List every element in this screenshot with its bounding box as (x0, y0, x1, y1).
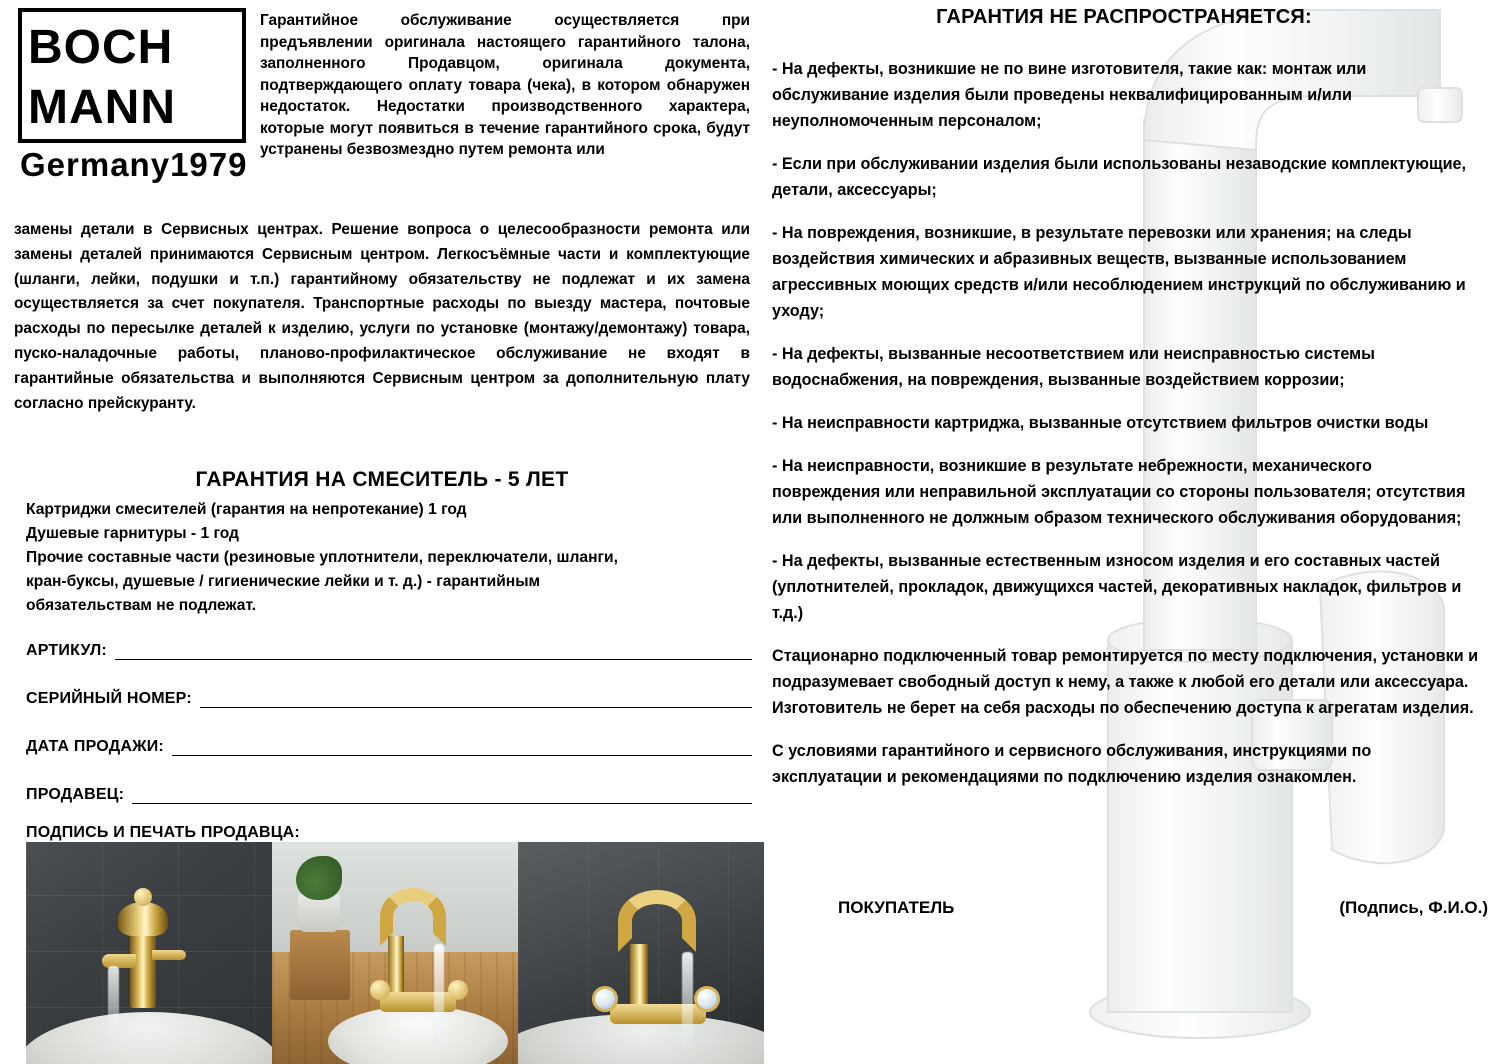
water-stream-shape (108, 966, 119, 1046)
crystal-handle-right (694, 986, 720, 1012)
acknowledgement-note: С условиями гарантийного и сервисного обслуживания, инструкциями по эксплуатации и рекомендациями по подключению изделия ознакомлен. (772, 742, 1372, 786)
exclusions-list (772, 56, 1484, 807)
exclusion-item: - На дефекты, вызванные несоответствием или неисправностью системы водоснабжения, на повреждения, вызванные воздействием коррозии; (772, 345, 1375, 389)
warranty-title: ГАРАНТИЯ НА СМЕСИТЕЛЬ - 5 ЛЕТ (195, 468, 569, 491)
field-sale-date-label: ДАТА ПРОДАЖИ: (26, 738, 164, 755)
faucet-spout-shape (102, 954, 136, 968)
exclusion-item: - На неисправности, возникшие в результате небрежности, механического повреждения или неправильной эксплуатации со стороны пользователя; отсутствия или выполненного не должным образом технического обслуживания оборудования; (772, 457, 1466, 527)
field-article-label: АРТИКУЛ: (26, 642, 107, 659)
faucet-cross-handle-left (370, 980, 390, 1000)
field-article-input[interactable] (115, 641, 752, 660)
plant-leaves-shape (296, 856, 342, 900)
basin-shape (26, 1012, 272, 1064)
faucet-handle-shape (152, 950, 186, 960)
faucet-column-shape (630, 944, 648, 1008)
exclusion-item: - На повреждения, возникшие, в результате перевозки или хранения; на следы воздействия химических и абразивных веществ, вызванные использованием агрессивных моющих средств и/или несоблюдением инструкций по обслуживанию и уходу; (772, 224, 1466, 320)
field-seller[interactable] (26, 778, 752, 804)
exclusion-item: - На неисправности картриджа, вызванные отсутствием фильтров очистки воды (772, 414, 1429, 432)
form-fields (26, 634, 752, 826)
exclusion-item: - На дефекты, вызванные естественным износом изделия и его составных частей (уплотнителей, прокладок, движущихся частей, декоративных накладок, фильтров и т.д.) (772, 552, 1462, 622)
seller-signature-label: ПОДПИСЬ И ПЕЧАТЬ ПРОДАВЦА: (26, 824, 300, 841)
faucet-head-shape (118, 902, 168, 936)
water-stream-shape (434, 944, 444, 1044)
faucet-arc-shape (618, 890, 696, 952)
field-seller-input[interactable] (132, 785, 752, 804)
brand-subtitle: Germany1979 (20, 146, 248, 183)
warranty-term: Душевые гарнитуры - 1 год (26, 525, 239, 542)
brand-logo-line2: MANN (28, 81, 176, 134)
service-access-note: Стационарно подключенный товар ремонтируется по месту подключения, установки и подразумевает свободный доступ к нему, а также к любой его детали или аксессуара. Изготовитель не берет на себя расходы по обеспечению доступа к агрегатам изделия. (772, 647, 1479, 717)
exclusion-item: - На дефекты, возникшие не по вине изготовителя, такие как: монтаж или обслуживание изделия были проведены неквалифицированным и/или неуполномоченным персоналом; (772, 60, 1367, 130)
buyer-label: ПОКУПАТЕЛЬ (838, 898, 955, 917)
faucet-cap-shape (134, 888, 152, 906)
signature-note: (Подпись, Ф.И.О.) (1339, 898, 1488, 917)
exclusion-item: - Если при обслуживании изделия были использованы незаводские комплектующие, детали, аксессуары; (772, 155, 1467, 199)
body-paragraph: замены детали в Сервисных центрах. Решение вопроса о целесообразности ремонта или замены деталей принимаются Сервисным центром. Легкосъёмные части и комплектующие (шланги, лейки, подушки и т.п.) гарантийному обязательству не подлежат и их замена осуществляется за счет покупателя. Транспортные расходы по выезду мастера, почтовые расходы по пересылке деталей к изделию, услуги по установке (монтажу/демонтажу) товара, пуско-наладочные работы, планово-профилактическое обслуживание не входят в гарантийные обязательства и выполняются Сервисным центром за дополнительную плату согласно прейскуранту. (14, 221, 750, 412)
product-photo-3 (518, 842, 764, 1064)
field-serial[interactable] (26, 682, 752, 708)
brand-logo-line1: BOCH (28, 21, 174, 74)
field-seller-label: ПРОДАВЕЦ: (26, 786, 125, 803)
right-column (766, 0, 1490, 1061)
product-photo-strip (26, 842, 766, 1064)
faucet-cross-handle-right (448, 980, 468, 1000)
product-photo-1 (26, 842, 272, 1064)
product-photo-2 (272, 842, 518, 1064)
faucet-column-shape (388, 936, 404, 994)
field-article[interactable] (26, 634, 752, 660)
faucet-base-shape (380, 992, 456, 1012)
buyer-signature-row (838, 898, 1488, 918)
field-sale-date-input[interactable] (172, 737, 752, 756)
field-serial-label: СЕРИЙНЫЙ НОМЕР: (26, 690, 192, 707)
exclusions-title: ГАРАНТИЯ НЕ РАСПРОСТРАНЯЕТСЯ: (936, 6, 1312, 28)
faucet-body-shape (130, 930, 156, 1008)
brand-logo (18, 8, 246, 143)
stool-shape (290, 930, 350, 1000)
left-column (12, 6, 752, 1055)
field-sale-date[interactable] (26, 730, 752, 756)
field-serial-input[interactable] (200, 689, 752, 708)
warranty-term: Прочие составные части (резиновые уплотнители, переключатели, шланги, (26, 549, 618, 566)
crystal-handle-left (592, 986, 618, 1012)
warranty-term: обязательствам не подлежат. (26, 597, 257, 614)
water-stream-shape (682, 952, 693, 1048)
intro-paragraph: Гарантийное обслуживание осуществляется при предъявлении оригинала настоящего гарантийного талона, заполненного Продавцом, оригинала документа, подтверждающего оплату товара (чека), в котором обнаружен недостаток. Недостатки производственного характера, которые могут появиться в течение гарантийного срока, будут устранены безвозмездно путем ремонта или (260, 12, 750, 158)
warranty-term: Картриджи смесителей (гарантия на непротекание) 1 год (26, 501, 467, 518)
warranty-term: кран-буксы, душевые / гигиенические лейки и т. д.) - гарантийным (26, 573, 541, 590)
warranty-terms-list (26, 498, 752, 618)
